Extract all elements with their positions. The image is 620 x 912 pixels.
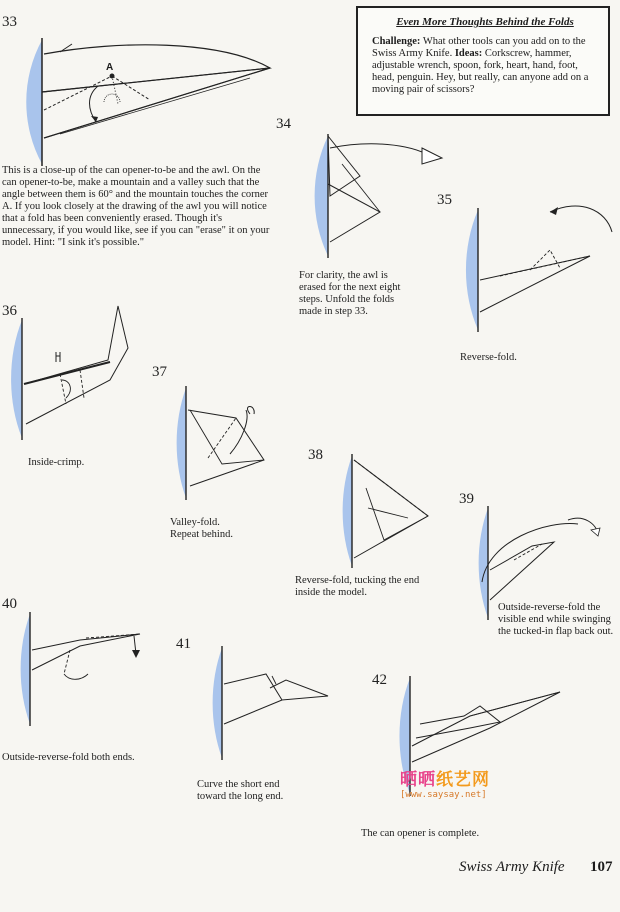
footer-title: Swiss Army Knife [459,859,565,875]
step-36-diagram [0,300,140,450]
step-36-number: 36 [2,303,17,319]
challenge-text: What other tools can you add on to the Swiss Army Knife. [372,36,586,59]
watermark-cn-a: 晒晒 [400,770,436,790]
paper-edge-33 [26,40,42,164]
step-40-caption: Outside-reverse-fold both ends. [2,752,135,763]
step-37-diagram [150,380,280,510]
step-35-number: 35 [437,192,452,208]
step-34-caption: For clarity, the awl is erased for the next eight steps. Unfold the folds made in step 33. [299,270,401,317]
step-42-caption: The can opener is complete. [361,828,480,839]
challenge-label: Challenge: [372,36,421,47]
step-34-number: 34 [276,116,291,132]
step-33-diagram [0,30,300,170]
step-37-caption: Valley-fold. Repeat behind. [170,517,233,540]
callout-title: Even More Thoughts Behind the Folds [396,16,574,28]
step-42-number: 42 [372,672,387,688]
corner-a-label: A [106,62,114,73]
step-40-diagram [0,610,160,740]
step-41-number: 41 [176,636,191,652]
step-33-number: 33 [2,14,17,30]
ideas-label: Ideas: [454,48,483,59]
step-40-number: 40 [2,596,17,612]
step-38-diagram [318,448,438,578]
watermark-url: [www.saysay.net] [400,790,487,800]
step-38-number: 38 [308,447,323,463]
callout-body [372,36,598,96]
ideas-text: Corkscrew, hammer, adjustable wrench, spoon, fork, heart, hand, foot, head, penguin. Hey, but really, can anyone add on a moving pair of scissors? [372,48,589,95]
step-38-caption: Reverse-fold, tucking the end inside the model. [295,575,420,598]
step-34-diagram [290,128,460,268]
step-36-caption: Inside-crimp. [28,457,85,468]
step-41-diagram [186,644,336,764]
step-35-caption: Reverse-fold. [460,352,517,363]
watermark-cn-b: 纸艺网 [436,770,490,790]
step-41-caption: Curve the short end toward the long end. [197,779,284,802]
step-37-number: 37 [152,364,167,380]
step-35-diagram [440,190,620,340]
step-39-caption: Outside-reverse-fold the visible end while swinging the tucked-in flap back out. [498,602,614,637]
callout-box [356,6,610,116]
page-number: 107 [590,859,613,875]
step-39-number: 39 [459,491,474,507]
step-33-caption: This is a close-up of the can opener-to-be and the awl. On the can opener-to-be, make a mountain and a valley such that the angle between them is 60° and the mountain touches the corner A. If you look closely at the drawing of the awl you will notice that a fold has been conveniently erased. Though it's unnecessary, if you would like, see if you can "erase" it on your model. Hint: "I sink it's possible." [2,165,270,248]
watermark [400,765,490,800]
